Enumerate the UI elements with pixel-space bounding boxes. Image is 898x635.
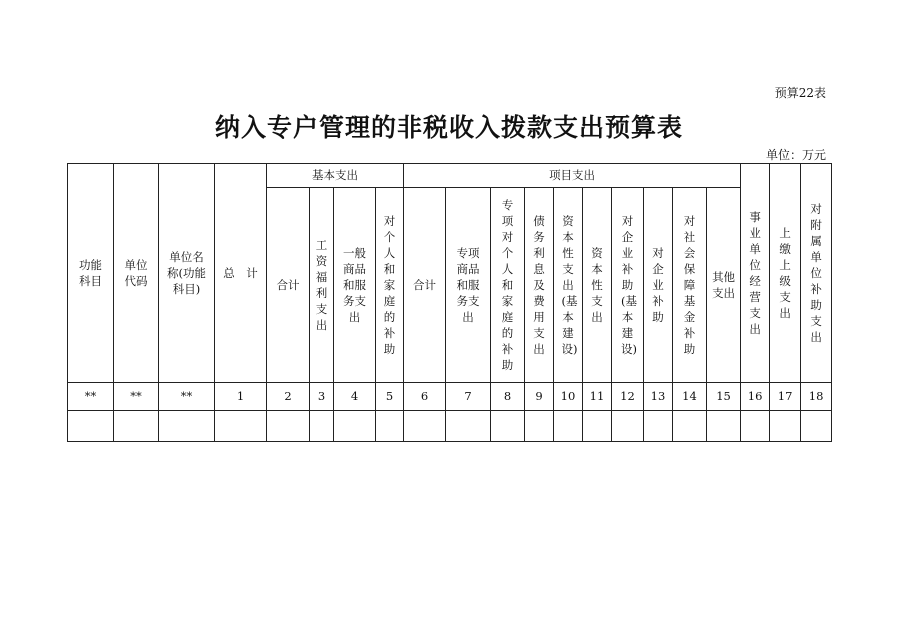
index-cell: 14: [673, 383, 707, 411]
index-cell: 8: [491, 383, 525, 411]
index-cell: 4: [334, 383, 376, 411]
header-basic-household-subsidy: 对个人和家庭的补助: [376, 188, 404, 383]
data-cell[interactable]: [267, 411, 310, 442]
page-title: 纳入专户管理的非税收入拨款支出预算表: [214, 113, 683, 142]
data-cell[interactable]: [525, 411, 554, 442]
header-basic-subtotal: 合计: [267, 188, 310, 383]
unit-label: 单位：万元: [765, 148, 826, 162]
data-cell[interactable]: [583, 411, 612, 442]
header-unit-name: 单位名称(功能科目): [159, 164, 215, 383]
data-cell[interactable]: [644, 411, 673, 442]
index-cell: 7: [446, 383, 491, 411]
header-remit-superior: 上缴上级支出: [770, 164, 801, 383]
data-cell[interactable]: [491, 411, 525, 442]
data-cell[interactable]: [68, 411, 114, 442]
data-cell[interactable]: [446, 411, 491, 442]
index-cell: 11: [583, 383, 612, 411]
data-cell[interactable]: [673, 411, 707, 442]
index-row: [68, 383, 832, 411]
data-cell[interactable]: [404, 411, 446, 442]
index-cell: 1: [215, 383, 267, 411]
header-project-debt-interest: 债务利息及费用支出: [525, 188, 554, 383]
budget-table: [67, 163, 832, 442]
header-project-goods-services: 专项商品和服务支出: [446, 188, 491, 383]
index-cell: **: [159, 383, 215, 411]
index-cell: 15: [707, 383, 741, 411]
data-cell[interactable]: [707, 411, 741, 442]
header-total: 总 计: [215, 164, 267, 383]
index-cell: 6: [404, 383, 446, 411]
header-basic-group: 基本支出: [267, 164, 404, 188]
header-subsidiary-subsidy: 对附属单位补助支出: [801, 164, 832, 383]
header-business-expense: 事业单位经营支出: [741, 164, 770, 383]
index-cell: **: [68, 383, 114, 411]
header-project-household-subsidy: 专项对个人和家庭的补助: [491, 188, 525, 383]
data-cell[interactable]: [612, 411, 644, 442]
index-cell: 5: [376, 383, 404, 411]
header-project-other: 其他支出: [707, 188, 741, 383]
header-project-enterprise-subsidy: 对企业补助: [644, 188, 673, 383]
data-cell[interactable]: [741, 411, 770, 442]
header-func-subject: 功能科目: [68, 164, 114, 383]
data-cell[interactable]: [215, 411, 267, 442]
data-cell[interactable]: [554, 411, 583, 442]
index-cell: 3: [310, 383, 334, 411]
data-cell[interactable]: [310, 411, 334, 442]
index-cell: 10: [554, 383, 583, 411]
header-project-group: 项目支出: [404, 164, 741, 188]
data-cell[interactable]: [334, 411, 376, 442]
index-cell: **: [114, 383, 159, 411]
data-cell[interactable]: [770, 411, 801, 442]
header-project-social-security: 对社会保障基金补助: [673, 188, 707, 383]
index-cell: 13: [644, 383, 673, 411]
index-cell: 9: [525, 383, 554, 411]
header-basic-goods-services: 一般商品和服务支出: [334, 188, 376, 383]
index-cell: 18: [801, 383, 832, 411]
header-project-enterprise-construction: 对企业补助(基本建设): [612, 188, 644, 383]
index-cell: 12: [612, 383, 644, 411]
data-cell[interactable]: [114, 411, 159, 442]
header-project-capital: 资本性支出: [583, 188, 612, 383]
header-project-subtotal: 合计: [404, 188, 446, 383]
index-cell: 2: [267, 383, 310, 411]
empty-data-row: [68, 411, 832, 442]
header-unit-code: 单位代码: [114, 164, 159, 383]
data-cell[interactable]: [801, 411, 832, 442]
data-cell[interactable]: [159, 411, 215, 442]
header-basic-wages: 工资福利支出: [310, 188, 334, 383]
index-cell: 16: [741, 383, 770, 411]
data-cell[interactable]: [376, 411, 404, 442]
form-number: 预算22表: [774, 86, 826, 100]
index-cell: 17: [770, 383, 801, 411]
header-project-capital-construction: 资本性支出(基本建设): [554, 188, 583, 383]
